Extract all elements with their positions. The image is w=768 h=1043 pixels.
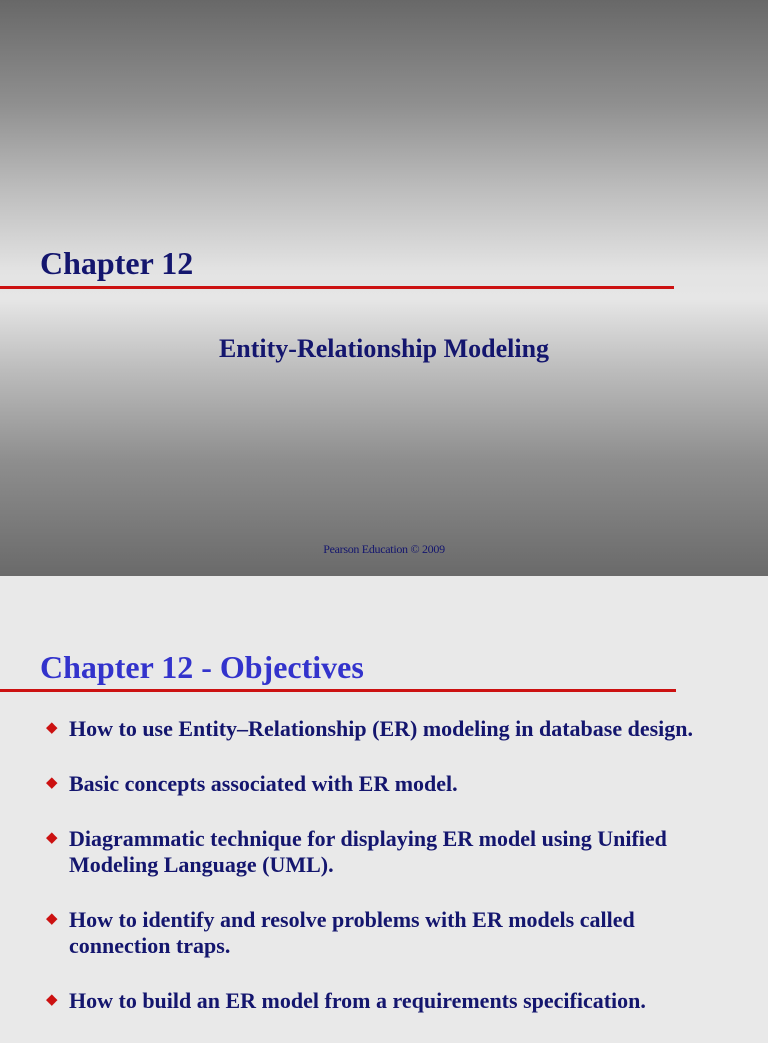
chapter-subtitle: Entity-Relationship Modeling — [218, 334, 550, 363]
diamond-bullet-icon: ◆ — [46, 992, 58, 1008]
list-item — [0, 771, 768, 797]
diamond-bullet-icon: ◆ — [46, 720, 58, 736]
diamond-bullet-icon: ◆ — [46, 775, 58, 791]
objective-text: How to identify and resolve problems with ER models called connection traps. — [69, 907, 635, 958]
objective-text: Diagrammatic technique for displaying ER model using Unified Modeling Language (UML). — [69, 826, 667, 877]
diamond-bullet-icon: ◆ — [46, 830, 58, 846]
list-item — [0, 988, 768, 1014]
list-item — [0, 826, 768, 878]
diamond-bullet-icon: ◆ — [46, 911, 58, 927]
objective-text: How to use Entity–Relationship (ER) modeling in database design. — [69, 716, 694, 741]
objectives-title: Chapter 12 - Objectives — [40, 649, 364, 685]
chapter-title: Chapter 12 — [40, 245, 194, 281]
copyright-footer: Pearson Education © 2009 — [323, 542, 445, 556]
objectives-list — [0, 716, 768, 1043]
objectives-slide — [0, 576, 768, 1024]
objectives-divider — [0, 689, 676, 692]
list-item — [0, 716, 768, 742]
list-item — [0, 907, 768, 959]
objective-text: How to build an ER model from a requirements specification. — [69, 988, 646, 1013]
objective-text: Basic concepts associated with ER model. — [69, 771, 458, 796]
title-divider — [0, 286, 674, 289]
